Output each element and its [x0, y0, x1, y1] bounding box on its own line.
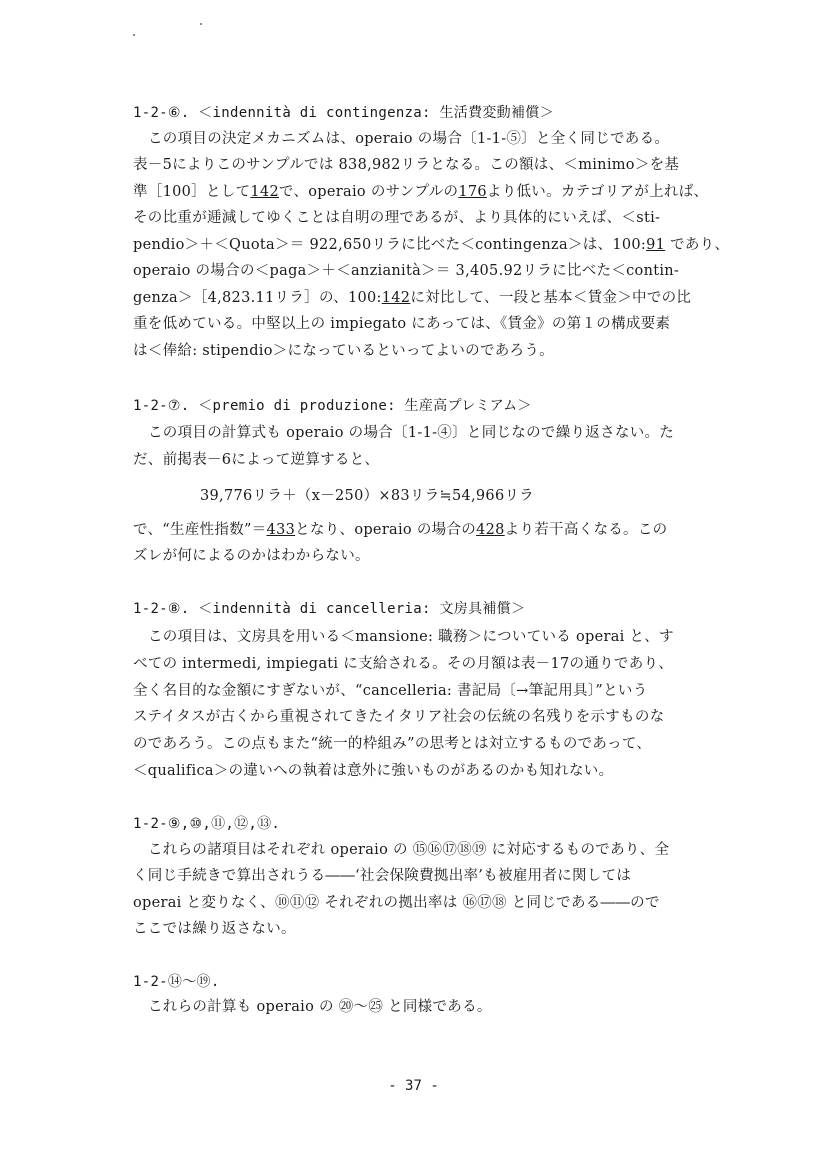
paragraph-line: その比重が逓減してゆくことは自明の理であるが、より具体的にいえば、＜sti-	[133, 210, 661, 226]
paragraph-line: べての intermedi, impiegati に支給される。その月額は表－17の通りであり、	[133, 656, 674, 672]
paragraph-line: これらの計算も operaio の ⑳～㉕ と同様である。	[148, 999, 492, 1015]
paragraph-line: genza＞［4,823.11リラ］の、100:142に対比して、一段と基本＜賃金＞中での比	[133, 290, 692, 306]
page-number: - 37 -	[388, 1078, 439, 1094]
paragraph-line: 準［100］として142で、operaio のサンプルの176より低い。カテゴリアが上れば、	[133, 184, 709, 200]
scan-speck	[133, 34, 135, 36]
paragraph-line: この項目の決定メカニズムは、operaio の場合〔1-1-⑤〕と全く同じである。	[148, 131, 670, 147]
paragraph-line: ズレが何によるのかはわからない。	[133, 548, 370, 564]
paragraph-line: 表－5によりこのサンプルでは 838,982リラとなる。この額は、＜minimo＞を基	[133, 157, 680, 173]
paragraph-line: ステイタスが古くから重視されてきたイタリア社会の伝統の名残りを示すものな	[133, 709, 665, 725]
paragraph-line: 全く名目的な金額にすぎないが、“cancelleria: 書記局〔→筆記用具〕”という	[133, 683, 648, 699]
paragraph-line: く同じ手続きで算出されうる――‘社会保険費拠出率’も被雇用者に関しては	[133, 868, 632, 884]
paragraph-line: この項目は、文房具を用いる＜mansione: 職務＞についている operai と、す	[148, 629, 674, 645]
underlined-value: 176	[458, 184, 487, 200]
paragraph-line: これらの諸項目はそれぞれ operaio の ⑮⑯⑰⑱⑲ に対応するものであり、全	[148, 842, 670, 858]
paragraph-line: operaio の場合の＜paga＞＋＜anzianità＞＝ 3,405.92リラに比べた＜contin-	[133, 263, 680, 279]
underlined-value: 428	[476, 522, 505, 538]
paragraph-line: この項目の計算式も operaio の場合〔1-1-④〕と同じなので繰り返さない。た	[148, 425, 675, 441]
paragraph-line: operai と変りなく、⑩⑪⑫ それぞれの拠出率は ⑯⑰⑱ と同じである――ので	[133, 895, 660, 911]
underlined-value: 142	[250, 184, 279, 200]
paragraph-line: pendio＞＋＜Quota＞＝ 922,650リラに比べた＜contingenza＞は、100:91 であり、	[133, 237, 730, 253]
paragraph-line: だ、前掲表－6によって逆算すると、	[133, 452, 380, 468]
section-heading-1-2-6: 1-2-⑥. ＜indennità di contingenza: 生活費変動補償＞	[133, 105, 554, 121]
section-heading-1-2-9-13: 1-2-⑨,⑩,⑪,⑫,⑬.	[133, 816, 281, 832]
paragraph-line: で、“生産性指数”＝433となり、operaio の場合の428より若干高くなる。この	[133, 522, 668, 538]
paragraph-line: ＜qualifica＞の違いへの執着は意外に強いものがあるのかも知れない。	[133, 763, 614, 779]
scan-speck	[200, 23, 202, 25]
paragraph-line: ここでは繰り返さない。	[133, 921, 296, 937]
section-heading-1-2-7: 1-2-⑦. ＜premio di produzione: 生産高プレミアム＞	[133, 398, 532, 414]
paragraph-line: のであろう。この点もまた“統一的枠組み”の思考とは対立するものであって、	[133, 736, 652, 752]
underlined-value: 142	[381, 290, 411, 306]
section-heading-1-2-14-19: 1-2-⑭～⑲.	[133, 974, 220, 990]
paragraph-line: は＜俸給: stipendio＞になっているといってよいのであろう。	[133, 343, 554, 359]
underlined-value: 433	[266, 522, 296, 538]
formula-line: 39,776リラ＋（x－250）×83リラ≒54,966リラ	[200, 488, 535, 504]
section-heading-1-2-8: 1-2-⑧. ＜indennità di cancelleria: 文房具補償＞	[133, 601, 526, 617]
underlined-value: 91	[646, 237, 666, 253]
paragraph-line: 重を低めている。中堅以上の impiegato にあっては、《賃金》の第１の構成要素	[133, 316, 671, 332]
